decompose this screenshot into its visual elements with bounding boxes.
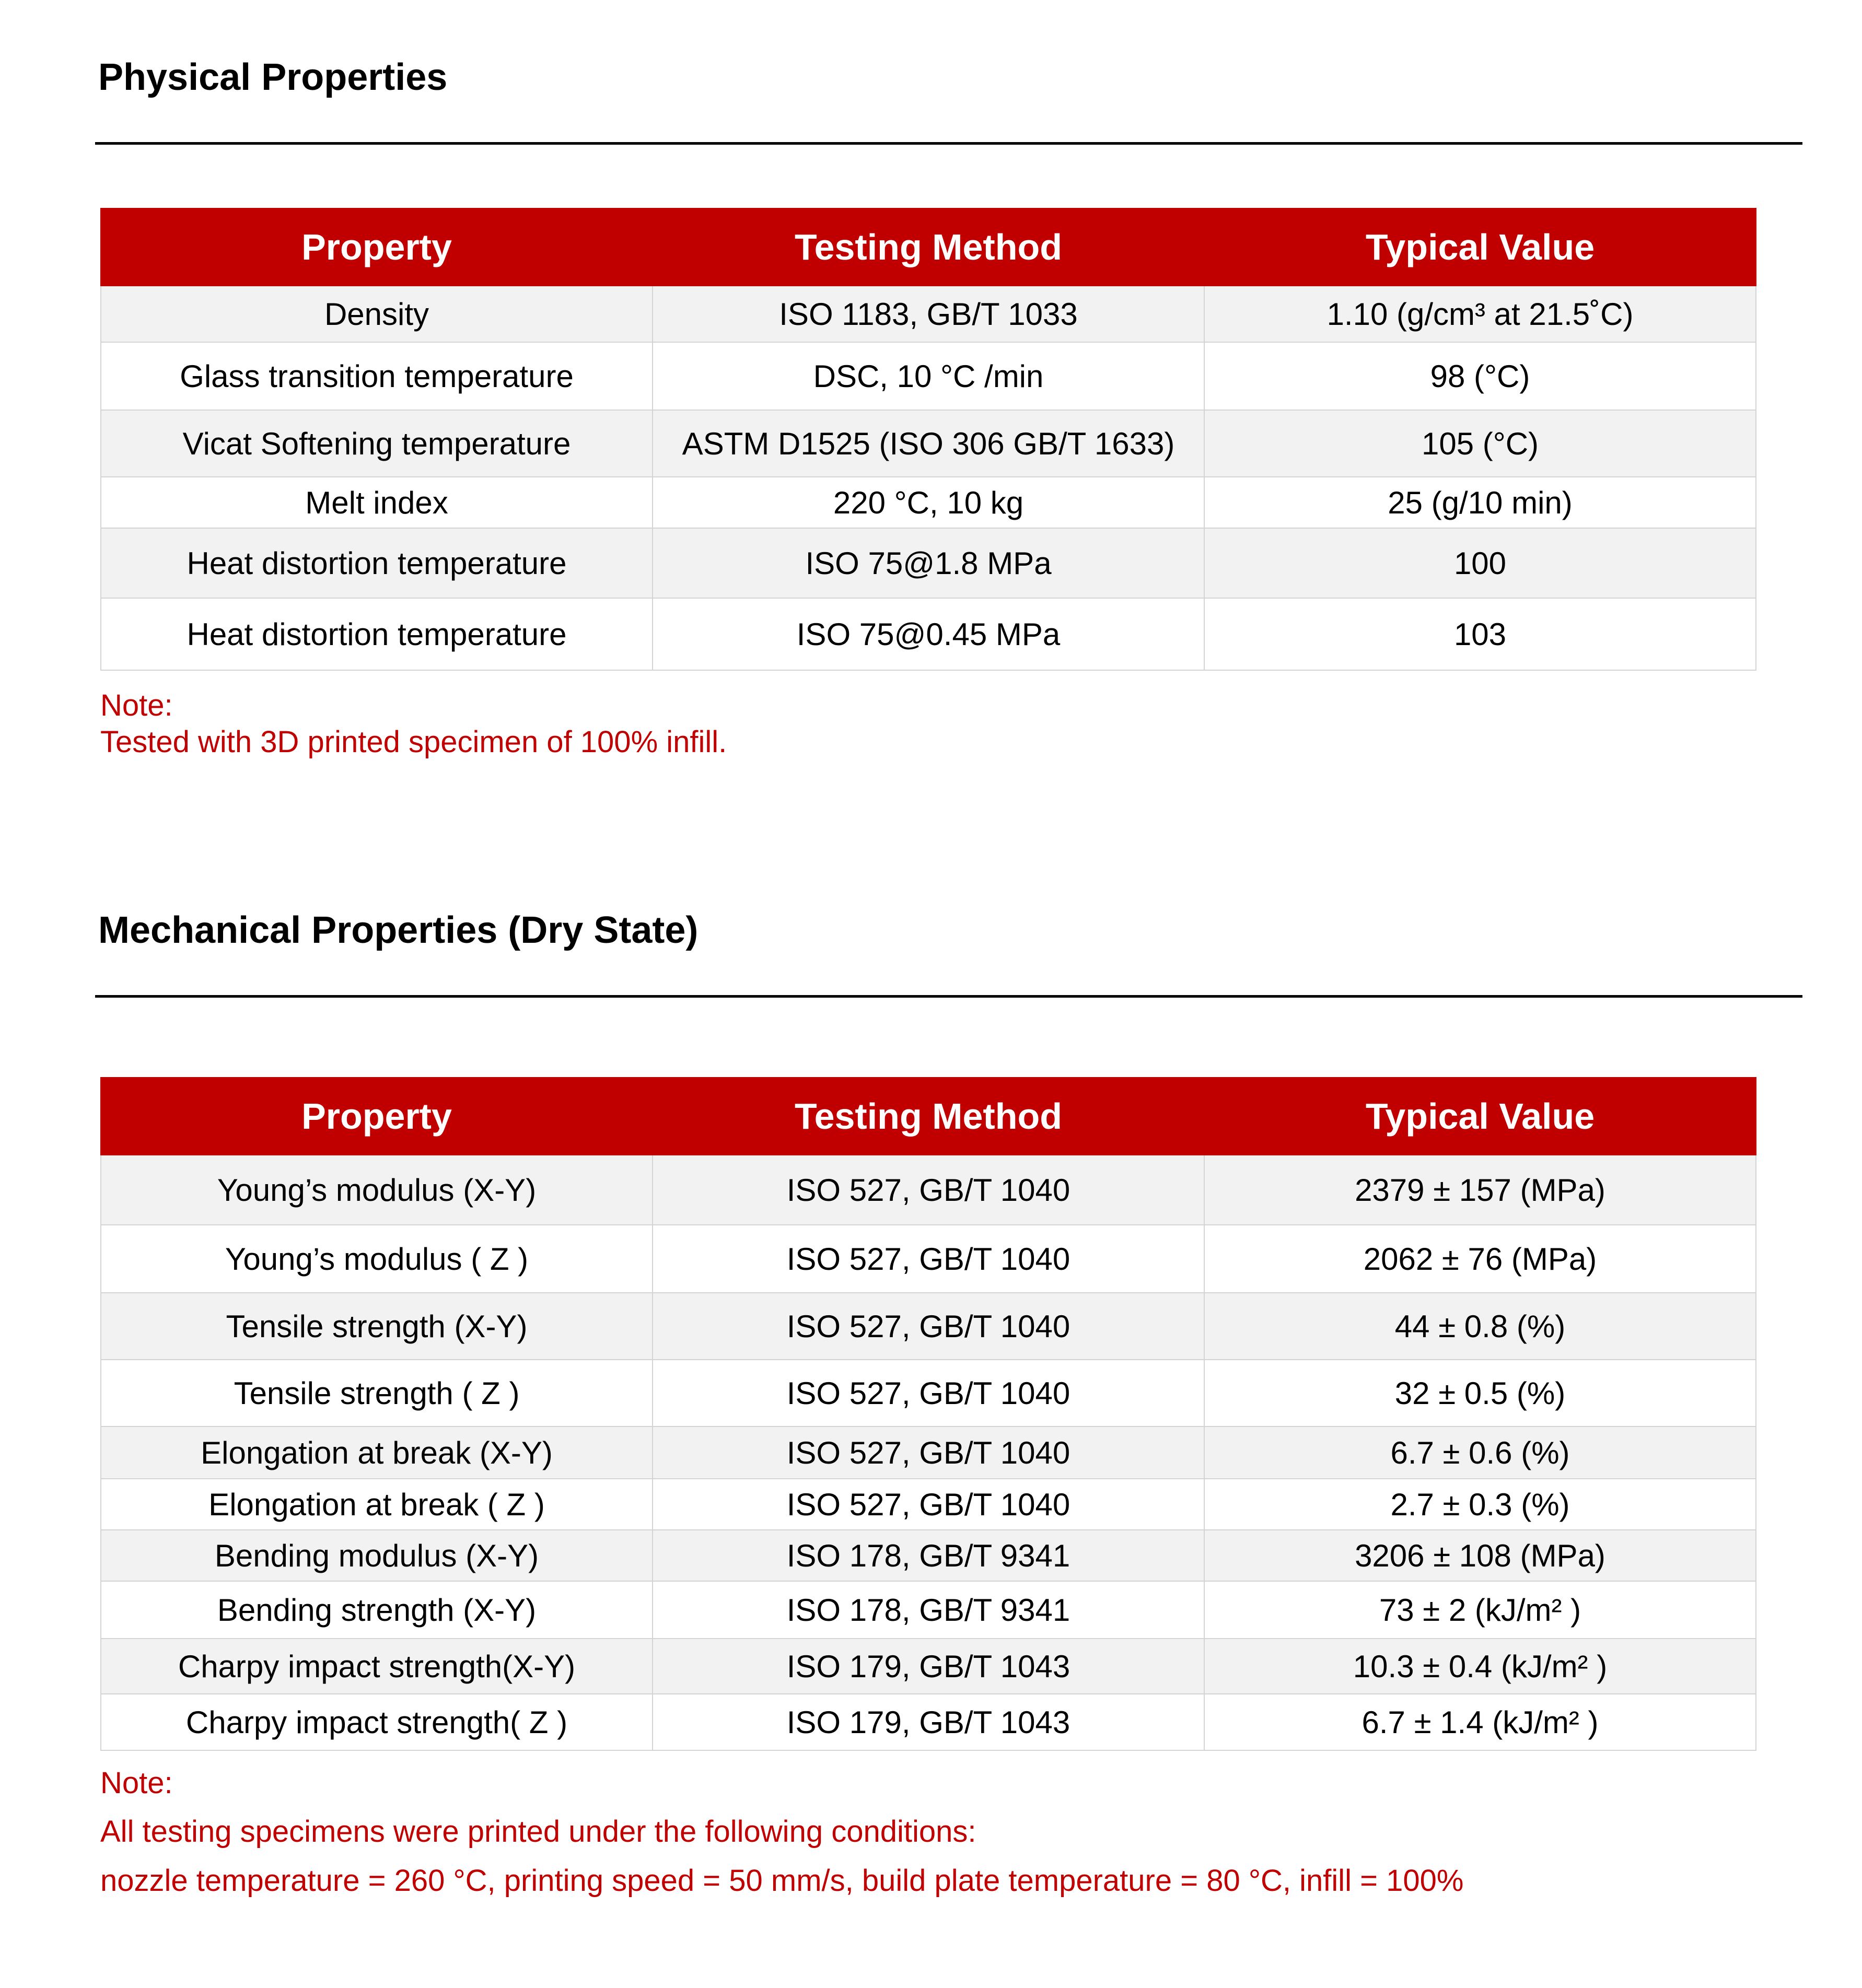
physical-title-divider (95, 142, 1802, 145)
header-testing-method: Testing Method (653, 208, 1204, 286)
header-property: Property (101, 1078, 653, 1155)
header-testing-method: Testing Method (653, 1078, 1204, 1155)
table-row (101, 1426, 1756, 1479)
table-row (101, 410, 1756, 477)
value-cell: 10.3 ± 0.4 (kJ/m² ) (1204, 1639, 1756, 1694)
value-cell: 44 ± 0.8 (%) (1204, 1293, 1756, 1360)
property-cell: Tensile strength ( Z ) (101, 1360, 653, 1426)
property-cell: Young’s modulus (X-Y) (101, 1155, 653, 1225)
method-cell: ISO 178, GB/T 9341 (653, 1581, 1204, 1639)
table-row (101, 1225, 1756, 1293)
method-cell: ISO 527, GB/T 1040 (653, 1293, 1204, 1360)
property-cell: Glass transition temperature (101, 342, 653, 410)
value-cell: 6.7 ± 1.4 (kJ/m² ) (1204, 1694, 1756, 1750)
method-cell: ISO 178, GB/T 9341 (653, 1530, 1204, 1581)
value-cell: 73 ± 2 (kJ/m² ) (1204, 1581, 1756, 1639)
property-cell: Charpy impact strength( Z ) (101, 1694, 653, 1750)
value-cell: 100 (1204, 528, 1756, 598)
property-cell: Melt index (101, 477, 653, 528)
method-cell: ISO 527, GB/T 1040 (653, 1225, 1204, 1293)
header-property: Property (101, 208, 653, 286)
table-row (101, 477, 1756, 528)
table-header-row (101, 1078, 1756, 1155)
method-cell: ISO 75@1.8 MPa (653, 528, 1204, 598)
property-cell: Elongation at break ( Z ) (101, 1479, 653, 1530)
property-cell: Heat distortion temperature (101, 528, 653, 598)
property-cell: Density (101, 286, 653, 342)
value-cell: 2379 ± 157 (MPa) (1204, 1155, 1756, 1225)
mechanical-properties-table (100, 1077, 1756, 1751)
table-row (101, 598, 1756, 670)
property-cell: Vicat Softening temperature (101, 410, 653, 477)
value-cell: 2.7 ± 0.3 (%) (1204, 1479, 1756, 1530)
physical-note-text: Tested with 3D printed specimen of 100% infill. (100, 725, 727, 759)
property-cell: Elongation at break (X-Y) (101, 1426, 653, 1479)
method-cell: ISO 1183, GB/T 1033 (653, 286, 1204, 342)
method-cell: ASTM D1525 (ISO 306 GB/T 1633) (653, 410, 1204, 477)
property-cell: Charpy impact strength(X-Y) (101, 1639, 653, 1694)
table-row (101, 1293, 1756, 1360)
method-cell: 220 °C, 10 kg (653, 477, 1204, 528)
value-cell: 25 (g/10 min) (1204, 477, 1756, 528)
physical-properties-title: Physical Properties (98, 56, 448, 98)
method-cell: ISO 179, GB/T 1043 (653, 1639, 1204, 1694)
mechanical-note-conditions: nozzle temperature = 260 °C, printing speed = 50 mm/s, build plate temperature = 80 °C, infill = 100% (100, 1864, 1464, 1898)
header-typical-value: Typical Value (1204, 1078, 1756, 1155)
table-row (101, 342, 1756, 410)
table-row (101, 1581, 1756, 1639)
method-cell: ISO 527, GB/T 1040 (653, 1155, 1204, 1225)
method-cell: ISO 527, GB/T 1040 (653, 1360, 1204, 1426)
table-row (101, 1360, 1756, 1426)
physical-note-label: Note: (100, 688, 173, 722)
value-cell: 3206 ± 108 (MPa) (1204, 1530, 1756, 1581)
method-cell: DSC, 10 °C /min (653, 342, 1204, 410)
mechanical-note-label: Note: (100, 1766, 173, 1800)
mechanical-properties-title: Mechanical Properties (Dry State) (98, 909, 699, 951)
table-row (101, 1155, 1756, 1225)
property-cell: Heat distortion temperature (101, 598, 653, 670)
value-cell: 32 ± 0.5 (%) (1204, 1360, 1756, 1426)
method-cell: ISO 179, GB/T 1043 (653, 1694, 1204, 1750)
value-cell: 1.10 (g/cm³ at 21.5˚C) (1204, 286, 1756, 342)
value-cell: 2062 ± 76 (MPa) (1204, 1225, 1756, 1293)
property-cell: Bending modulus (X-Y) (101, 1530, 653, 1581)
method-cell: ISO 527, GB/T 1040 (653, 1479, 1204, 1530)
table-row (101, 286, 1756, 342)
table-row (101, 1694, 1756, 1750)
table-row (101, 1639, 1756, 1694)
method-cell: ISO 75@0.45 MPa (653, 598, 1204, 670)
value-cell: 105 (°C) (1204, 410, 1756, 477)
header-typical-value: Typical Value (1204, 208, 1756, 286)
method-cell: ISO 527, GB/T 1040 (653, 1426, 1204, 1479)
mechanical-note-text: All testing specimens were printed under the following conditions: (100, 1815, 976, 1849)
table-header-row (101, 208, 1756, 286)
value-cell: 98 (°C) (1204, 342, 1756, 410)
value-cell: 103 (1204, 598, 1756, 670)
value-cell: 6.7 ± 0.6 (%) (1204, 1426, 1756, 1479)
property-cell: Young’s modulus ( Z ) (101, 1225, 653, 1293)
physical-properties-table (100, 208, 1756, 671)
property-cell: Bending strength (X-Y) (101, 1581, 653, 1639)
mechanical-title-divider (95, 995, 1802, 998)
table-row (101, 1479, 1756, 1530)
property-cell: Tensile strength (X-Y) (101, 1293, 653, 1360)
table-row (101, 528, 1756, 598)
table-row (101, 1530, 1756, 1581)
